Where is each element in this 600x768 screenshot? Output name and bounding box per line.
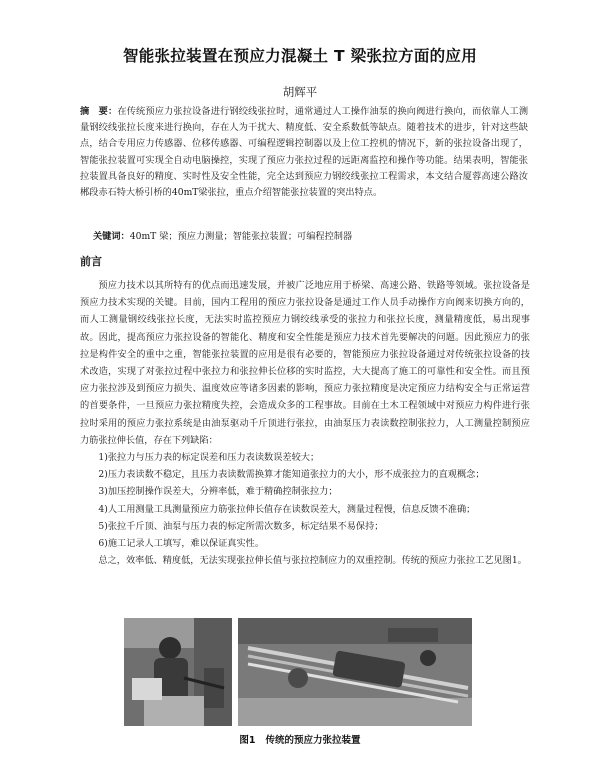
intro-paragraph: 预应力技术以其所特有的优点而迅速发展，并被广泛地应用于桥梁、高速公路、铁路等领域。张拉设备是预应力技术实现的关键。目前，国内工程用的预应力张拉设备是通过工作人员手动操作方向阀来切换方向的，而人工测量钢绞线张拉长度，无法实时监控预应力钢绞线承受的张拉力和张拉长度，测量精度低，易出现事故。因此，提高预应力张拉设备的智能化、精度和安全性能是预应力技术首先要解决的问题。因此预应力的张拉是构件安全的重中之重，智能张拉装置的应用是很有必要的，智能预应力张拉设备通过对传统张拉设备的技术改造，实现了对张拉过程中张拉力和张拉伸长位移的实时监控，大大提高了施工的可靠性和安全性。而且预应力张拉涉及到预应力损失、温度效应等诸多因素的影响，预应力张拉精度是决定预应力结构安全与正常运营的首要条件，一旦预应力张拉精度失控，会造成众多的工程事故。目前在土木工程领域中对预应力构件进行张拉时采用的预应力张拉系统是由油泵驱动千斤顶进行张拉，由油泵压力表读数控制张拉力，人工测量控制预应力筋张拉伸长值，存在下列缺陷： [80,280,530,446]
keywords-text: 40mT 梁；预应力测量；智能张拉装置；可编程控制器 [129,231,353,242]
figure-caption-text: 传统的预应力张拉装置 [265,735,361,746]
abstract [80,104,528,201]
paper-title: 智能张拉装置在预应力混凝土 T 梁张拉方面的应用 [122,47,478,65]
list-item: 1)张拉力与压力表的标定误差和压力表读数误差较大； [98,452,320,464]
list-item: 4)人工用测量工具测量预应力筋张拉伸长值存在读数误差大，测量过程慢，信息反馈不准确； [98,503,476,515]
figure-number: 图1 [239,735,256,746]
summary-paragraph: 总之，效率低、精度低，无法实现张拉伸长值与张拉控制应力的双重控制。传统的预应力张拉工艺见图1。 [98,555,527,567]
list-item: 5)张拉千斤顶、油泵与压力表的标定所需次数多，标定结果不易保持； [98,520,384,532]
author-name: 胡辉平 [282,85,318,99]
list-item: 6)施工记录人工填写，难以保证真实性。 [98,538,265,550]
keywords-label: 关键词： [93,231,130,242]
figure-caption [0,732,600,746]
figure-photo-right [238,618,472,726]
body-text [80,277,530,569]
abstract-label: 摘 要： [80,106,118,117]
keywords [93,230,533,244]
list-item: 2)压力表读数不稳定，且压力表读数需换算才能知道张拉力的大小，形不成张拉力的直观概念； [98,469,485,481]
section-heading: 前言 [80,255,102,268]
abstract-text: 在传统预应力张拉设备进行钢绞线张拉时，通常通过人工操作油泵的换向阀进行换向，而依靠人工测量钢绞线张拉长度来进行换向，存在人为干扰大、精度低、安全系数低等缺点。随着技术的进步，针对这些缺点，结合专用应力传感器、位移传感器、可编程逻辑控制器以及上位工控机的情况下，新的张拉设备出现了，智能张拉装置可实现全自动电脑操控，实现了预应力张拉过程的远距离监控和操作等功能。结果表明，智能张拉装置具备良好的精度、实时性及安全性能，完全达到预应力钢绞线张拉工程需求，本文结合厦蓉高速公路汝郴段赤石特大桥引桥的40mT梁张拉，重点介绍智能张拉装置的突出特点。 [80,106,529,199]
list-item: 3)加压控制操作误差大，分辨率低，难于精确控制张拉力； [98,486,338,498]
figure-photo-left [124,618,232,726]
